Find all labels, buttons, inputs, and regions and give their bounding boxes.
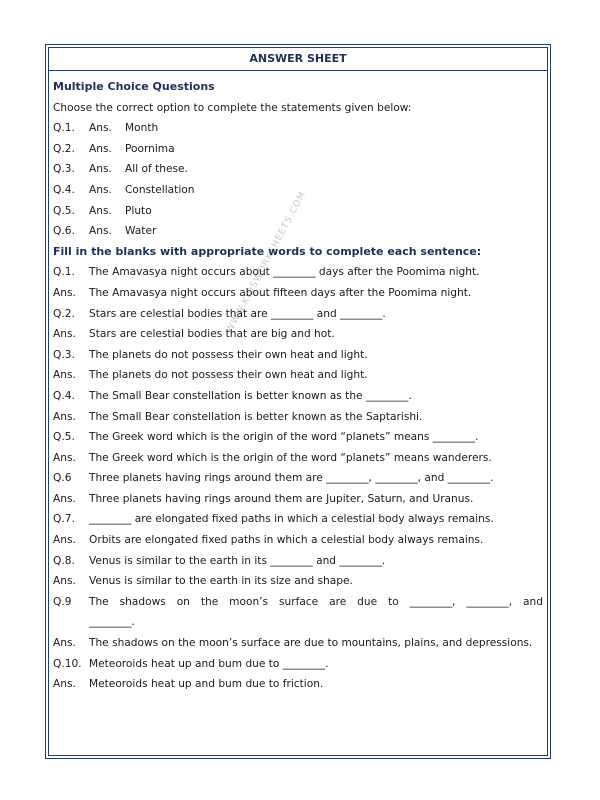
question-number: Q.3.: [53, 163, 75, 176]
answer-text: Orbits are elongated fixed paths in which a celestial body always remains.: [89, 534, 484, 547]
answer-text: The Small Bear constellation is better known as the Saptarishi.: [89, 410, 423, 423]
answer-label: Ans.: [53, 410, 76, 423]
question-number: Q.7.: [53, 513, 75, 526]
answer-text: Pluto: [125, 204, 152, 217]
question-word: on: [176, 595, 190, 608]
question-word: The: [89, 595, 109, 608]
question-word: ________,: [409, 595, 456, 608]
fill-question-row: [53, 468, 543, 489]
mcq-list: [53, 118, 543, 242]
question-number: Q.9: [53, 595, 72, 608]
question-word: due: [357, 595, 378, 608]
answer-text: All of these.: [125, 163, 188, 176]
fill-question-row: [53, 262, 543, 283]
question-number: Q.3.: [53, 348, 75, 361]
answer-label: Ans.: [53, 286, 76, 299]
mcq-row: [53, 180, 543, 201]
fill-answer-row: [53, 674, 543, 695]
indent: [53, 612, 89, 633]
question-word: moon’s: [229, 595, 269, 608]
fill-answer-row: [53, 324, 543, 345]
answer-text: Venus is similar to the earth in its size and shape.: [89, 575, 353, 588]
fill-answer-row: [53, 448, 543, 469]
mcq-row: [53, 118, 543, 139]
mcq-row: [53, 139, 543, 160]
question-word: to: [388, 595, 399, 608]
mcq-row: [53, 221, 543, 242]
answer-label: Ans.: [53, 451, 76, 464]
question-text: Meteoroids heat up and bum due to ________.: [89, 657, 329, 670]
mcq-row: [53, 159, 543, 180]
question-text: ________ are elongated fixed paths in which a celestial body always remains.: [89, 513, 494, 526]
answer-label: Ans.: [89, 122, 112, 135]
question-number: Q.8.: [53, 554, 75, 567]
question-number: Q.2.: [53, 307, 75, 320]
answer-label: Ans.: [53, 678, 76, 691]
question-text: Stars are celestial bodies that are ________ and ________.: [89, 307, 386, 320]
fill-question-row: [53, 551, 543, 572]
fill-answer-row: [53, 633, 543, 654]
question-word: surface: [279, 595, 319, 608]
question-word: ________,: [466, 595, 513, 608]
fill-question-row: [53, 427, 543, 448]
answer-text: Three planets having rings around them are Jupiter, Saturn, and Uranus.: [89, 492, 474, 505]
mcq-heading: Multiple Choice Questions: [53, 80, 215, 93]
question-text-cont: ________.: [89, 616, 135, 629]
answer-text: The planets do not possess their own heat and light.: [89, 369, 368, 382]
question-text: The Small Bear constellation is better known as the ________.: [89, 389, 412, 402]
question-text: The Greek word which is the origin of the word “planets” means ________.: [89, 431, 479, 444]
question-number: Q.4.: [53, 389, 75, 402]
answer-label: Ans.: [53, 369, 76, 382]
fill-list: [53, 262, 543, 694]
answer-text: The Amavasya night occurs about fifteen days after the Poomima night.: [89, 286, 472, 299]
fill-question-row: [53, 345, 543, 366]
fill-question-row: [53, 386, 543, 407]
answer-text: The shadows on the moon’s surface are due to mountains, plains, and depressions.: [89, 637, 533, 650]
mcq-row: [53, 201, 543, 222]
question-number: Q.1.: [53, 266, 75, 279]
answer-label: Ans.: [89, 163, 112, 176]
question-number: Q.6: [53, 472, 72, 485]
answer-text: Water: [125, 225, 157, 238]
question-text: Venus is similar to the earth in its ________ and ________.: [89, 554, 386, 567]
mcq-instruction: Choose the correct option to complete the statements given below:: [53, 101, 412, 114]
fill-question-row: [53, 304, 543, 325]
answer-text: Poornima: [125, 142, 175, 155]
fill-heading: Fill in the blanks with appropriate words to complete each sentence:: [53, 244, 482, 258]
answer-label: Ans.: [53, 534, 76, 547]
question-text: [89, 592, 543, 613]
question-word: and: [523, 595, 543, 608]
answer-text: The Greek word which is the origin of the word “planets” means wanderers.: [89, 451, 492, 464]
answer-text: Meteoroids heat up and bum due to friction.: [89, 678, 324, 691]
question-text: The Amavasya night occurs about ________ days after the Poomima night.: [89, 266, 480, 279]
watermark: WWW.KIDSWORKSHEETS.COM: [225, 189, 309, 335]
question-number: Q.1.: [53, 122, 75, 135]
question-number: Q.4.: [53, 183, 75, 196]
answer-text: Stars are celestial bodies that are big and hot.: [89, 328, 335, 341]
question-word: the: [200, 595, 219, 608]
fill-answer-row: [53, 283, 543, 304]
question-number: Q.2.: [53, 142, 75, 155]
fill-question-row: [53, 509, 543, 530]
question-number: Q.6.: [53, 225, 75, 238]
answer-label: Ans.: [89, 204, 112, 217]
answer-text: Constellation: [125, 183, 195, 196]
question-number: Q.10.: [53, 657, 82, 670]
question-number: Q.5.: [53, 204, 75, 217]
answer-text: Month: [125, 122, 159, 135]
question-text: The planets do not possess their own heat and light.: [89, 348, 368, 361]
answer-label: Ans.: [53, 637, 76, 650]
question-number: Q.5.: [53, 431, 75, 444]
fill-question-row: [53, 592, 543, 613]
fill-answer-row: [53, 365, 543, 386]
fill-answer-row: [53, 530, 543, 551]
answer-label: Ans.: [53, 328, 76, 341]
question-word: are: [329, 595, 347, 608]
answer-content: [53, 77, 543, 695]
question-text: Three planets having rings around them are ________, ________, and ________.: [89, 472, 494, 485]
fill-answer-row: [53, 489, 543, 510]
answer-label: Ans.: [89, 225, 112, 238]
answer-label: Ans.: [89, 183, 112, 196]
fill-answer-row: [53, 407, 543, 428]
sheet-title: ANSWER SHEET: [48, 47, 548, 71]
fill-question-continuation: [53, 612, 543, 633]
fill-answer-row: [53, 571, 543, 592]
answer-label: Ans.: [53, 492, 76, 505]
fill-question-row: [53, 654, 543, 675]
question-word: shadows: [119, 595, 166, 608]
answer-label: Ans.: [53, 575, 76, 588]
answer-label: Ans.: [89, 142, 112, 155]
